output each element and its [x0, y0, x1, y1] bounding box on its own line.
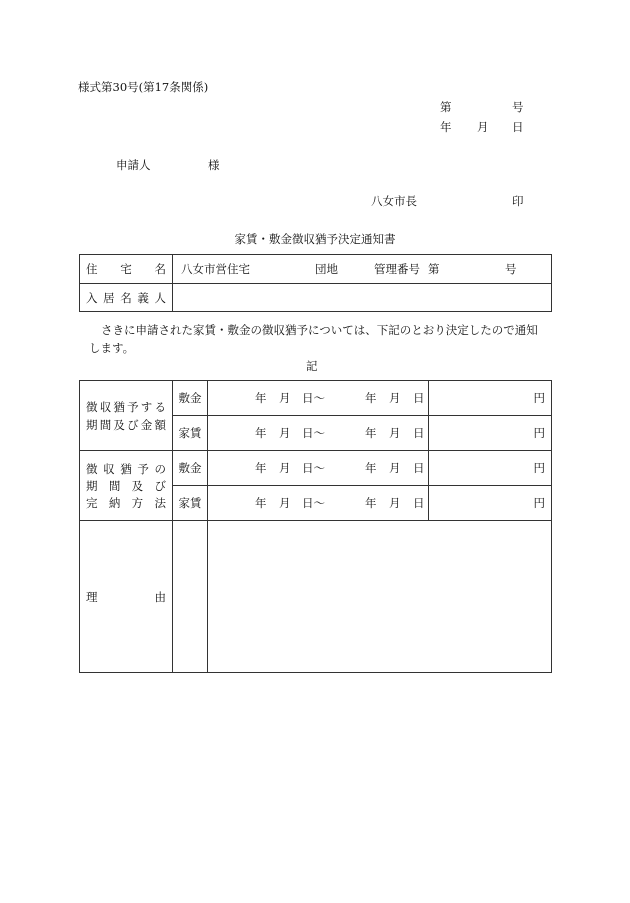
section1-label-char: 予 — [127, 399, 139, 414]
period-to-year: 年 — [365, 426, 377, 440]
section1-label-char: 収 — [99, 399, 112, 414]
section2-label-char: 期 — [86, 478, 98, 493]
section2-label-char: 完 — [86, 495, 98, 510]
period-to-month: 月 — [389, 426, 401, 440]
date-day: 日 — [512, 120, 524, 134]
address-label-char: 宅 — [120, 262, 132, 276]
period-from-month: 月 — [279, 496, 291, 510]
section2-label-char: 間 — [108, 478, 121, 493]
tenant-label-cell — [80, 284, 173, 312]
period-to-month: 月 — [389, 496, 401, 510]
address-row — [80, 255, 552, 284]
period-from-day: 日〜 — [302, 461, 325, 475]
period-from-year: 年 — [255, 426, 267, 440]
address-label-char: 住 — [86, 262, 98, 276]
period-to-day: 日 — [413, 426, 425, 440]
period-from-day: 日〜 — [302, 426, 325, 440]
period-from-day: 日〜 — [302, 496, 325, 510]
tenant-row — [80, 284, 552, 312]
section2-shikikin-row — [80, 451, 552, 486]
section2-label-char: 方 — [131, 495, 144, 510]
body-text-line1: さきに申請された家賃・敷金の徴収猶予については、下記のとおり決定したので通知 — [101, 323, 538, 337]
section1-label-char: す — [140, 399, 153, 414]
shikikin-period-cell — [208, 451, 429, 486]
section1-label-cell — [80, 381, 173, 451]
shikikin-label-cell: 敷金 — [173, 381, 208, 416]
section1-label-char: 猶 — [113, 399, 125, 414]
reason-label-char: 理 — [86, 589, 98, 604]
tenant-label-char: 義 — [137, 290, 149, 305]
address-value: 八女市営住宅 — [181, 262, 250, 276]
section1-label-char: 金 — [140, 417, 153, 432]
section2-label-char: 及 — [131, 478, 144, 493]
shikikin-period-cell — [208, 381, 429, 416]
yachin-label-cell: 家賃 — [173, 486, 208, 521]
deferment-table — [79, 380, 552, 673]
date-year: 年 — [440, 120, 452, 134]
period-to-year: 年 — [365, 391, 377, 405]
tenant-label-char: 名 — [120, 290, 132, 305]
shikikin-amount-cell: 円 — [429, 451, 552, 486]
period-from-month: 月 — [279, 391, 291, 405]
management-number-label: 管理番号 — [374, 262, 420, 276]
danchi-label: 団地 — [315, 262, 338, 276]
applicant-honorific: 様 — [208, 158, 220, 172]
reason-blank-cell — [173, 521, 208, 673]
shikikin-amount-cell: 円 — [429, 381, 552, 416]
section1-label-char: 額 — [154, 417, 166, 432]
period-to-month: 月 — [389, 391, 401, 405]
section1-label-char: 間 — [99, 417, 112, 432]
reason-label-cell — [80, 521, 173, 673]
date-month: 月 — [477, 120, 489, 134]
section2-label-cell — [80, 451, 173, 521]
section2-label-char: 予 — [137, 461, 149, 476]
yachin-amount-cell: 円 — [429, 416, 552, 451]
section2-label-char: 納 — [108, 495, 121, 510]
reason-row — [80, 521, 552, 673]
period-to-month: 月 — [389, 461, 401, 475]
doc-number-prefix: 第 — [440, 100, 452, 114]
ki-marker: 記 — [306, 359, 318, 373]
section2-label-char: 収 — [103, 461, 115, 476]
section2-label-char: 法 — [154, 495, 166, 510]
document-title: 家賃・敷金徴収猶予決定通知書 — [234, 232, 396, 246]
period-to-day: 日 — [413, 391, 425, 405]
period-to-year: 年 — [365, 496, 377, 510]
body-text-line2: します。 — [89, 341, 135, 355]
yachin-period-cell — [208, 486, 429, 521]
address-label-cell — [80, 255, 173, 284]
section2-label-char: 猶 — [120, 461, 132, 476]
period-from-year: 年 — [255, 391, 267, 405]
doc-number-suffix: 号 — [512, 100, 524, 114]
period-from-day: 日〜 — [302, 391, 325, 405]
section1-label-char: 及 — [113, 417, 125, 432]
yachin-label-cell: 家賃 — [173, 416, 208, 451]
period-to-day: 日 — [413, 496, 425, 510]
management-number-suffix: 号 — [505, 262, 517, 276]
section2-label-char: び — [154, 478, 166, 493]
section2-label-char: の — [154, 461, 166, 476]
period-to-year: 年 — [365, 461, 377, 475]
section1-label-char: び — [127, 417, 139, 432]
issuer-seal: 印 — [512, 194, 524, 208]
period-from-year: 年 — [255, 461, 267, 475]
yachin-period-cell — [208, 416, 429, 451]
tenant-label-char: 居 — [103, 290, 115, 305]
address-label-char: 名 — [154, 262, 166, 276]
yachin-amount-cell: 円 — [429, 486, 552, 521]
reason-label-char: 由 — [154, 589, 166, 604]
section1-label-char: 期 — [86, 417, 98, 432]
shikikin-label-cell: 敷金 — [173, 451, 208, 486]
info-table — [79, 254, 552, 312]
tenant-label-char: 入 — [86, 290, 98, 305]
tenant-label-char: 人 — [154, 290, 166, 305]
section1-label-char: 徴 — [86, 399, 98, 414]
period-from-month: 月 — [279, 461, 291, 475]
tenant-value-cell — [173, 284, 552, 312]
period-from-year: 年 — [255, 496, 267, 510]
issuer-name: 八女市長 — [371, 194, 417, 208]
section1-label-char: る — [154, 399, 166, 414]
address-value-cell — [173, 255, 552, 284]
section2-label-char: 徴 — [86, 461, 98, 476]
period-to-day: 日 — [413, 461, 425, 475]
management-number-prefix: 第 — [428, 262, 440, 276]
form-number: 様式第30号(第17条関係) — [78, 80, 209, 94]
reason-content-cell — [208, 521, 552, 673]
period-from-month: 月 — [279, 426, 291, 440]
section1-shikikin-row — [80, 381, 552, 416]
applicant-label: 申請人 — [116, 158, 151, 172]
